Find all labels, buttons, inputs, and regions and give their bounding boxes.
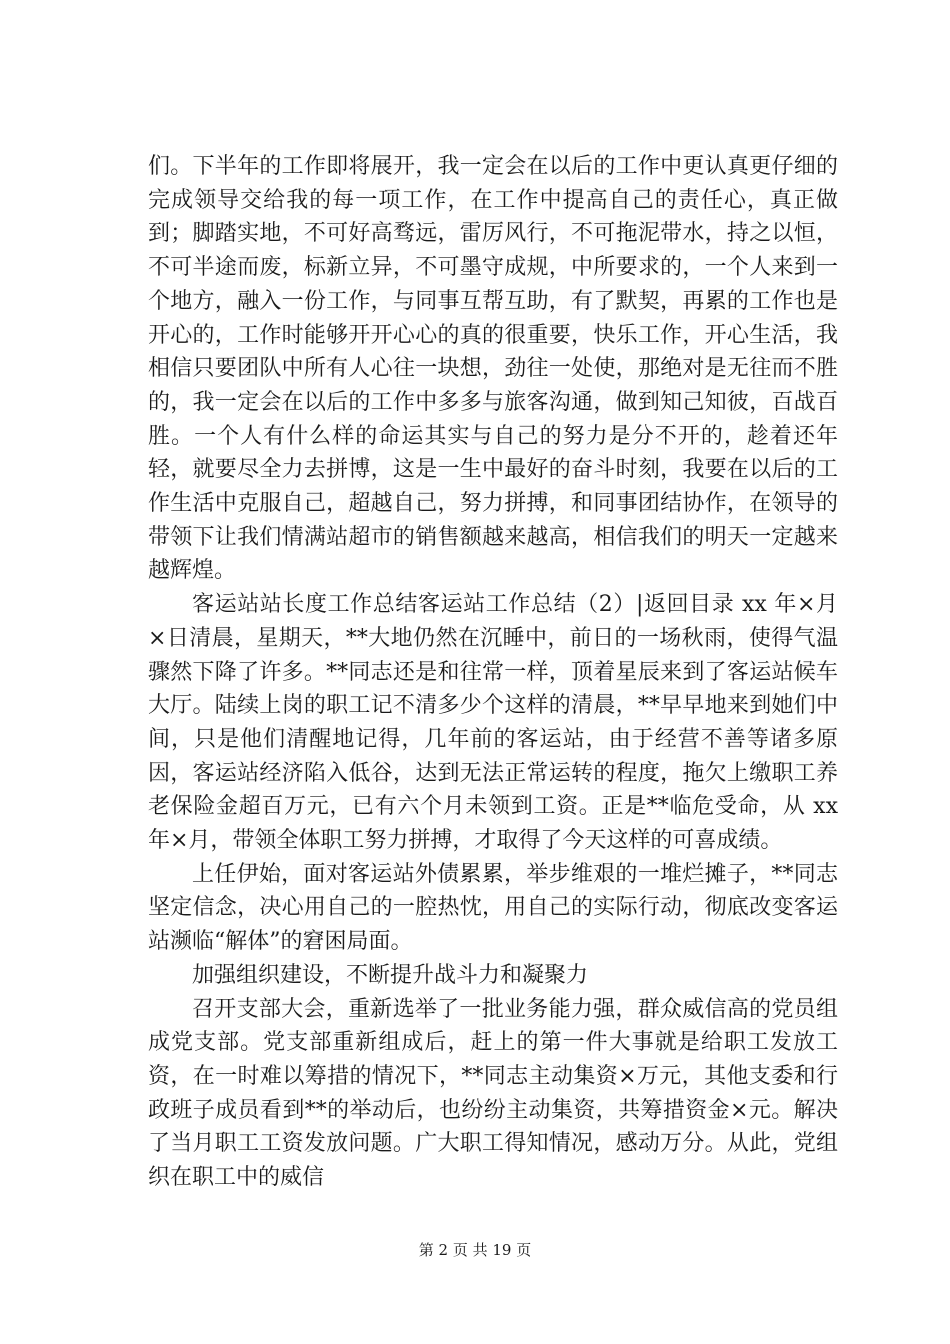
- paragraph-5: 召开支部大会，重新选举了一批业务能力强，群众威信高的党员组成党支部。党支部重新组成后，赶上的第一件大事就是给职工发放工资，在一时难以筹措的情况下，**同志主动集资×万元，其他支委和行政班子成员看到**的举动后，也纷纷主动集资，共筹措资金×元。解决了当月职工工资发放问题。广大职工得知情况，感动万分。从此，党组织在职工中的威信: [148, 996, 838, 1191]
- paragraph-3: 上任伊始，面对客运站外债累累，举步维艰的一堆烂摊子，**同志坚定信念，决心用自己的一腔热忱，用自己的实际行动，彻底改变客运站濒临“解体”的窘困局面。: [148, 861, 838, 955]
- paragraph-2: 客运站站长度工作总结客运站工作总结（2）|返回目录 xx 年×月×日清晨，星期天，**大地仍然在沉睡中，前日的一场秋雨，使得气温骤然下降了许多。**同志还是和往常一样，顶着星辰来到了客运站候车大厅。陆续上岗的职工记不清多少个这样的清晨，**早早地来到她们中间，只是他们清醒地记得，几年前的客运站，由于经营不善等诸多原因，客运站经济陷入低谷，达到无法正常运转的程度，拖欠上缴职工养老保险金超百万元，已有六个月未领到工资。正是**临危受命，从 xx 年×月，带领全体职工努力拼搏，才取得了今天这样的可喜成绩。: [148, 592, 838, 854]
- page-footer: 第 2 页 共 19 页: [418, 1241, 532, 1259]
- document-body: [148, 150, 838, 1195]
- paragraph-1: 们。下半年的工作即将展开，我一定会在以后的工作中更认真更仔细的完成领导交给我的每一项工作，在工作中提高自己的责任心，真正做到；脚踏实地，不可好高骛远，雷厉风行，不可拖泥带水，持之以恒，不可半途而废，标新立异，不可墨守成规，中所要求的，一个人来到一个地方，融入一份工作，与同事互帮互助，有了默契，再累的工作也是开心的，工作时能够开开心心的真的很重要，快乐工作，开心生活，我相信只要团队中所有人心往一块想，劲往一处使，那绝对是无往而不胜的，我一定会在以后的工作中多多与旅客沟通，做到知己知彼，百战百胜。一个人有什么样的命运其实与自己的努力是分不开的，趁着还年轻，就要尽全力去拼博，这是一生中最好的奋斗时刻，我要在以后的工作生活中克服自己，超越自己，努力拼搏，和同事团结协作，在领导的带领下让我们情满站超市的销售额越来越高，相信我们的明天一定越来越辉煌。: [148, 154, 838, 584]
- section-heading: 加强组织建设，不断提升战斗力和凝聚力: [192, 962, 589, 988]
